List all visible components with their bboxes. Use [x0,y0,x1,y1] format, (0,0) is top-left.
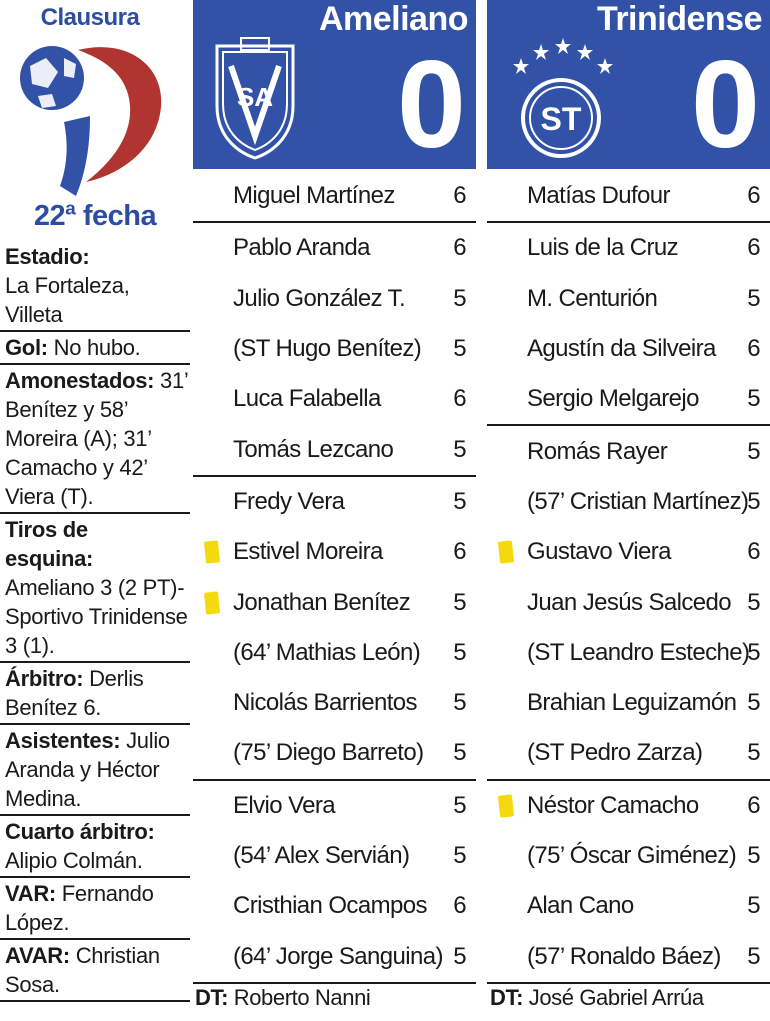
coach-label: DT: [195,985,229,1010]
info-value: Ameliano 3 (2 PT)-Sportivo Trinidense 3 (1). [5,575,188,658]
player-row [487,324,770,374]
player-name: Matías Dufour [527,182,670,210]
away-team-name: Trinidense [596,0,762,38]
info-value: No hubo. [53,335,141,360]
info-label: Asistentes: [5,728,121,753]
player-name: Agustín da Silveira [527,335,716,363]
yellow-card-icon [498,541,514,564]
info-label: Árbitro: [5,666,84,691]
player-row [193,424,476,476]
svg-text:ST: ST [540,101,582,137]
player-row [487,171,770,223]
info-value: Derlis Benítez 6. [5,666,144,720]
info-label: AVAR: [5,943,70,968]
player-name: Julio González T. [233,284,406,312]
player-row [487,527,770,577]
info-label: VAR: [5,881,56,906]
player-rating: 5 [747,284,760,312]
info-label: Cuarto árbitro: [5,819,155,844]
player-row [487,223,770,273]
player-name: Nicolás Barrientos [233,689,417,717]
player-row [193,324,476,374]
info-value: 31’ Benítez y 58’ Moreira (A); 31’ Camacho y 42’ Viera (T). [5,368,188,509]
player-name: Romás Rayer [527,437,668,465]
player-row [193,171,476,223]
player-name: Pablo Aranda [233,234,370,262]
player-row [193,728,476,780]
home-team-score: 0 [397,36,466,174]
player-name: (ST Leandro Esteche) [527,638,750,666]
player-rating: 6 [747,234,760,262]
player-name: Miguel Martínez [233,182,395,210]
player-rating: 5 [747,689,760,717]
player-row [487,931,770,983]
coach-label: DT: [490,985,524,1010]
player-rating: 5 [747,385,760,413]
player-row [193,223,476,273]
player-rating: 5 [453,791,466,819]
player-row [487,426,770,476]
player-rating: 6 [747,335,760,363]
info-label: Estadio: [5,244,90,269]
player-row [487,577,770,627]
home-team-name: Ameliano [318,0,468,38]
round-label: 22ª fecha [33,200,157,232]
info-stadium [0,241,190,332]
info-label: Tiros de esquina: [5,517,94,571]
player-rating: 5 [453,435,466,463]
player-name: Luis de la Cruz [527,234,679,262]
player-name: Jonathan Benítez [233,588,411,616]
player-rating: 5 [747,437,760,465]
player-rating: 5 [747,842,760,869]
player-row [193,781,476,831]
match-details [0,241,190,1002]
player-rating: 5 [747,942,760,970]
player-rating: 5 [747,892,760,920]
player-name: Cristhian Ocampos [233,892,427,920]
player-name: Luca Falabella [233,385,381,413]
home-coach-name: Roberto Nanni [233,985,371,1010]
info-value: Fernando López. [5,881,154,935]
player-name: (64’ Jorge Sanguina) [233,942,443,970]
player-name: (75’ Diego Barreto) [233,739,424,767]
player-name: Néstor Camacho [527,791,699,819]
player-row [487,477,770,527]
player-row [487,831,770,881]
player-name: (57’ Cristian Martínez) [527,487,749,515]
info-goals [0,332,190,365]
player-name: (54’ Alex Servián) [233,842,410,869]
player-rating: 6 [453,892,466,920]
player-rating: 5 [747,487,760,515]
player-name: (64’ Mathias León) [233,638,421,666]
player-name: Estivel Moreira [233,538,383,566]
player-rating: 5 [453,588,466,616]
info-corners [0,514,190,663]
player-rating: 5 [747,739,760,767]
player-name: Sergio Melgarejo [527,385,699,413]
player-row [193,628,476,678]
player-row [193,831,476,881]
svg-text:SA: SA [236,82,274,112]
player-row [193,274,476,324]
player-rating: 5 [747,638,760,666]
info-referee [0,663,190,725]
player-name: Gustavo Viera [527,538,671,566]
info-var [0,878,190,940]
trinidense-crest-icon [505,36,617,160]
away-roster [487,171,770,984]
tournament-title: Clausura [40,4,140,31]
player-name: (ST Hugo Benítez) [233,335,422,363]
player-name: (75’ Óscar Giménez) [527,842,737,869]
away-team-score: 0 [691,36,760,174]
player-row [487,628,770,678]
player-row [487,881,770,931]
player-rating: 5 [453,335,466,363]
player-rating: 6 [747,538,760,566]
player-row [487,781,770,831]
home-team-header [193,0,476,174]
player-rating: 5 [453,638,466,666]
player-name: Tomás Lezcano [233,435,394,463]
player-rating: 5 [453,689,466,717]
player-name: Fredy Vera [233,487,345,515]
player-row [193,527,476,577]
home-coach [195,985,370,1011]
info-avar [0,940,190,1002]
info-label: Amonestados: [5,368,155,393]
player-rating: 5 [747,588,760,616]
player-row [193,577,476,627]
player-rating: 6 [453,182,466,210]
info-bookings [0,365,190,514]
yellow-card-icon [204,541,220,564]
match-info-sidebar [0,0,190,1021]
info-fourth-official [0,816,190,878]
info-label: Gol: [5,335,48,360]
player-rating: 5 [453,942,466,970]
player-row [487,374,770,426]
player-row [487,678,770,728]
player-name: Elvio Vera [233,791,336,819]
yellow-card-icon [204,591,220,614]
player-rating: 6 [453,234,466,262]
player-row [193,881,476,931]
player-name: Juan Jesús Salcedo [527,588,732,616]
player-name: (ST Pedro Zarza) [527,739,703,767]
player-name: (57’ Ronaldo Báez) [527,942,721,970]
player-rating: 6 [747,791,760,819]
home-roster [193,171,476,984]
player-name: Alan Cano [527,892,634,920]
player-row [193,931,476,983]
info-value: Alipio Colmán. [5,848,143,873]
player-rating: 5 [453,487,466,515]
player-rating: 5 [453,284,466,312]
ameliano-crest-icon [213,36,297,160]
info-assistants [0,725,190,816]
player-rating: 6 [453,538,466,566]
info-value: Julio Aranda y Héctor Medina. [5,728,170,811]
info-value: Christian Sosa. [5,943,160,997]
player-row [193,374,476,424]
clausura-logo-icon [16,36,176,206]
away-team-header [487,0,770,174]
player-rating: 5 [453,739,466,767]
player-row [193,678,476,728]
player-row [487,274,770,324]
player-rating: 6 [453,385,466,413]
player-row [193,477,476,527]
player-row [487,728,770,780]
away-coach [490,985,704,1011]
player-rating: 6 [747,182,760,210]
player-rating: 5 [453,842,466,869]
player-name: M. Centurión [527,284,658,312]
player-name: Brahian Leguizamón [527,689,737,717]
away-coach-name: José Gabriel Arrúa [528,985,704,1010]
info-value: La Fortaleza, Villeta [5,273,130,327]
yellow-card-icon [498,794,514,817]
